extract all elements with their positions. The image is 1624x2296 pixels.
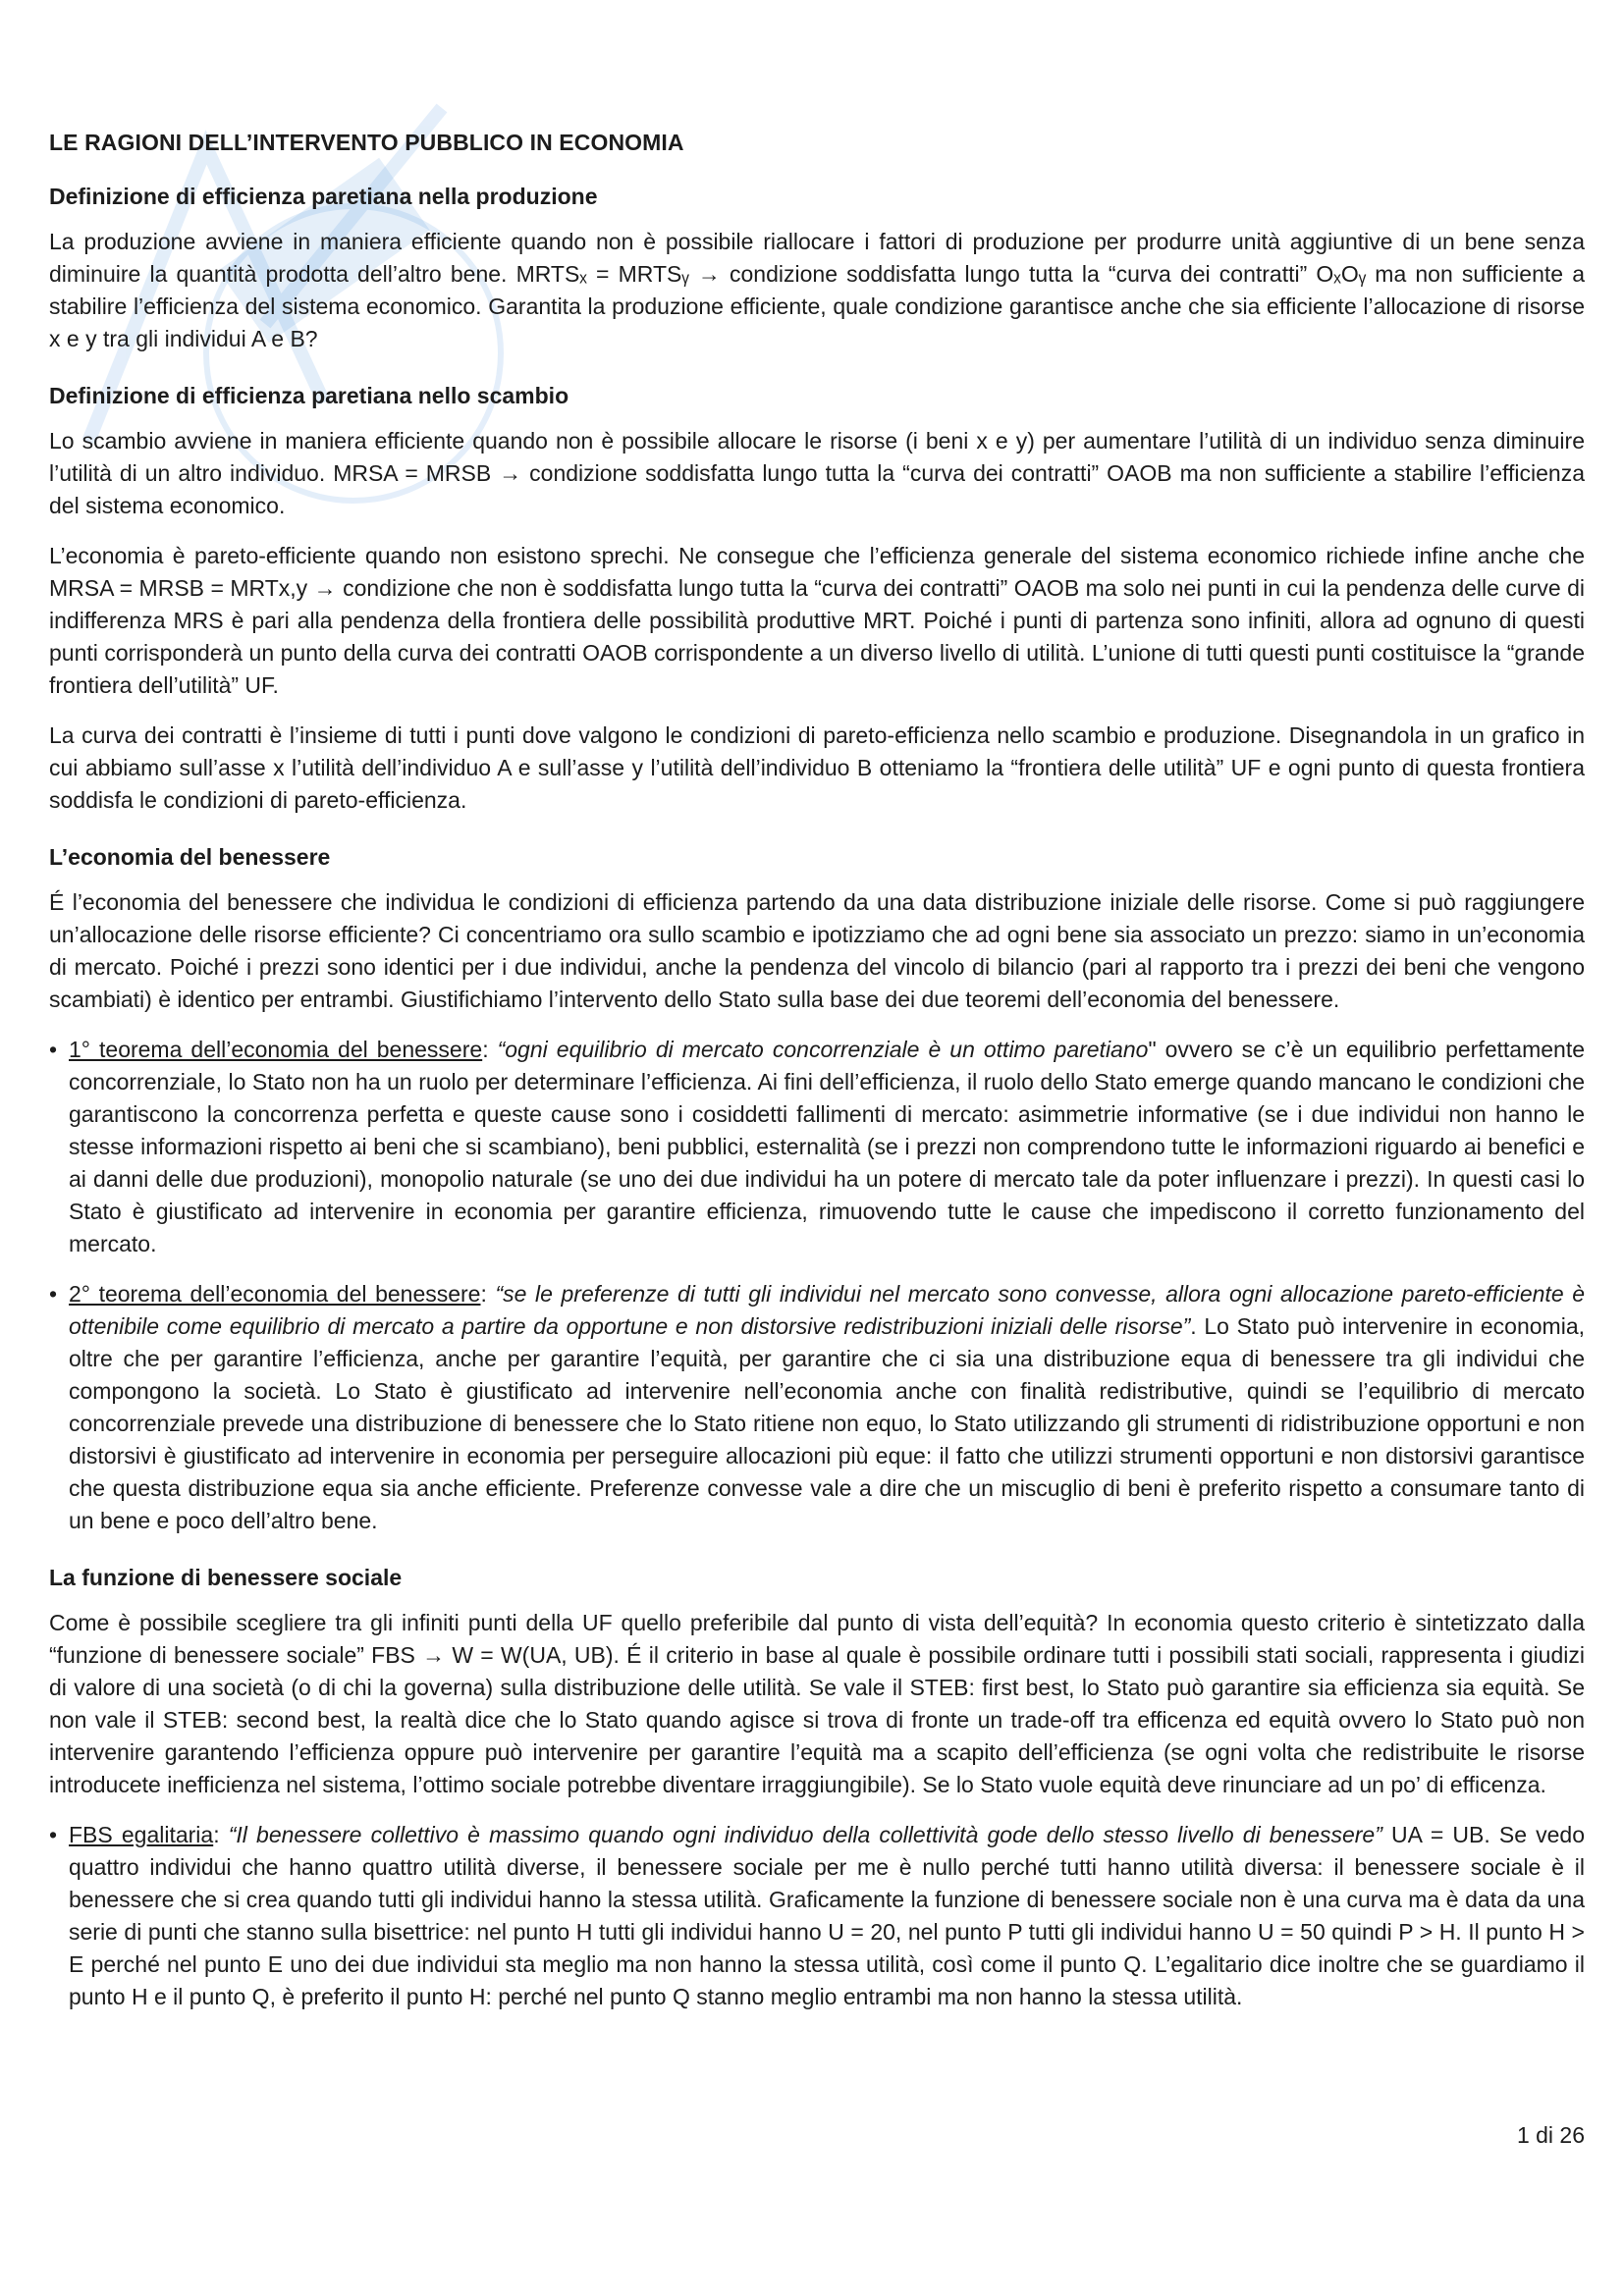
list-item: • 1° teorema dell’economia del benessere: “ogni equilibrio di mercato concorrenziale è un ottimo paretiano" ovvero se c’è un equilibrio perfettamente concorrenziale, lo Stato non ha un ruolo per determinare l’efficienza. Ai fini dell’efficienza, il ruolo dello Stato emerge quando mancano le condizioni che garantiscono la concorrenza perfetta e queste cause sono i cosiddetti fallimenti di mercato: asimmetrie informative (se i due individui non hanno le stesse informazioni rispetto ai beni che si scambiano), beni pubblici, esternalità (se i prezzi non comprendono tutte le informazioni riguardo ai benefici e ai danni delle due produzioni), monopolio naturale (se uno dei due individui ha un potere di mercato tale da poter influenzare i prezzi). In questi casi lo Stato è giustificato ad intervenire in economia per garantire efficienza, rimuovendo tutte le cause che impediscono il corretto funzionamento del mercato. [49, 1034, 1585, 1260]
paragraph: Lo scambio avviene in maniera efficiente quando non è possibile allocare le risorse (i beni x e y) per aumentare l’utilità di un individuo senza diminuire l’utilità di un altro individuo. MRSA = MRSB → condizione soddisfatta lungo tutta la “curva dei contratti” OAOB ma non sufficiente a stabilire l’efficienza del sistema economico. [49, 428, 1585, 518]
section-heading-exchange: Definizione di efficienza paretiana nello scambio [49, 383, 569, 408]
theorem-quote: “se le preferenze di tutti gli individui nel mercato sono convesse, allora ogni allocazione pareto-efficiente è ottenibile come equilibrio di mercato a partire da opportune e non distorsive redistribuzioni iniziali delle risorse” [69, 1281, 1586, 1339]
section-heading-social-welfare: La funzione di benessere sociale [49, 1565, 403, 1590]
theorem-text: . Lo Stato può intervenire in economia, oltre che per garantire l’efficienza, anche per garantire l’equità, per garantire che ci sia una distribuzione equa di benessere tra gli individui che compongono la società. Lo Stato è giustificato ad intervenire nell’economia anche con finalità redistributive, quindi se l’equilibrio di mercato concorrenziale prevede una distribuzione di benessere che lo Stato ritiene non equo, lo Stato utilizzando gli strumenti di ridistribuzione opportuni e non distorsivi è giustificato ad intervenire in economia per perseguire allocazioni più eque: il fatto che utilizzi strumenti opportuni e non distorsivi garantisce che questa distribuzione equa sia anche efficiente. Preferenze convesse vale a dire che un miscuglio di beni è preferito rispetto a consumare tanto di un bene e poco dell’altro bene. [69, 1313, 1586, 1533]
page-title: LE RAGIONI DELL’INTERVENTO PUBBLICO IN ECONOMIA [49, 130, 684, 155]
theorem-label: 2° teorema dell’economia del benessere [69, 1281, 481, 1307]
section-heading-production: Definizione di efficienza paretiana nella produzione [49, 184, 598, 209]
paragraph: La produzione avviene in maniera efficiente quando non è possibile riallocare i fattori di produzione per produrre unità aggiuntive di un bene senza diminuire la quantità prodotta dell’altro bene. MRTSₓ = MRTSᵧ → condizione soddisfatta lungo tutta la “curva dei contratti” OₓOᵧ ma non sufficiente a stabilire l’efficienza del sistema economico. Garantita la produzione efficiente, quale condizione garantisce anche che sia efficiente l’allocazione di risorse x e y tra gli individui A e B? [49, 229, 1585, 351]
fbs-list [49, 1819, 1585, 2013]
theorem-text: " ovvero se c’è un equilibrio perfettamente concorrenziale, lo Stato non ha un ruolo per determinare l’efficienza. Ai fini dell’efficienza, il ruolo dello Stato emerge quando mancano le condizioni che garantiscono la concorrenza perfetta e queste cause sono i cosiddetti fallimenti di mercato: asimmetrie informative (se i due individui non hanno le stesse informazioni rispetto ai beni che si scambiano), beni pubblici, esternalità (se i prezzi non comprendono tutte le informazioni riguardo ai benefici e ai danni delle due produzioni), monopolio naturale (se uno dei due individui ha un potere di mercato tale da poter influenzare i prezzi). In questi casi lo Stato è giustificato ad intervenire in economia per garantire efficienza, rimuovendo tutte le cause che impediscono il corretto funzionamento del mercato. [69, 1037, 1585, 1256]
list-item: • 2° teorema dell’economia del benessere: “se le preferenze di tutti gli individui nel mercato sono convesse, allora ogni allocazione pareto-efficiente è ottenibile come equilibrio di mercato a partire da opportune e non distorsive redistribuzioni iniziali delle risorse”. Lo Stato può intervenire in economia, oltre che per garantire l’efficienza, anche per garantire l’equità, per garantire che ci sia una distribuzione equa di benessere tra gli individui che compongono la società. Lo Stato è giustificato ad intervenire nell’economia anche con finalità redistributive, quindi se l’equilibrio di mercato concorrenziale prevede una distribuzione di benessere che lo Stato ritiene non equo, lo Stato utilizzando gli strumenti di ridistribuzione opportuni e non distorsivi è giustificato ad intervenire in economia per perseguire allocazioni più eque: il fatto che utilizzi strumenti opportuni e non distorsivi garantisce che questa distribuzione equa sia anche efficiente. Preferenze convesse vale a dire che un miscuglio di beni è preferito rispetto a consumare tanto di un bene e poco dell’altro bene. [49, 1278, 1585, 1537]
paragraph: Come è possibile scegliere tra gli infiniti punti della UF quello preferibile dal punto di vista dell’equità? In economia questo criterio è sintetizzato dalla “funzione di benessere sociale” FBS → W = W(UA, UB). É il criterio in base al quale è possibile ordinare tutti i possibili stati sociali, rappresenta i giudizi di valore di una società (o di chi la governa) sulla distribuzione delle utilità. Se vale il STEB: first best, lo Stato può garantire sia efficienza sia equità. Se non vale il STEB: second best, la realtà dice che lo Stato quando agisce si trova di fronte un trade-off tra efficenza ed equità ovvero lo Stato può non intervenire garantendo l’efficienza oppure può intervenire per garantire l’equità ma a scapito dell’efficienza (se ogni volta che redistribuite le risorse introducete inefficienza nel sistema, l’ottimo sociale potrebbe diventare irraggiungibile). Se lo Stato vuole equità deve rinunciare ad un po’ di efficenza. [49, 1610, 1585, 1797]
document-page [49, 130, 1585, 2031]
list-item: • FBS egalitaria: “Il benessere collettivo è massimo quando ogni individuo della collettività gode dello stesso livello di benessere” UA = UB. Se vedo quattro individui che hanno quattro utilità diverse, il benessere sociale per me è nullo perché tutti hanno utilità diversa: il benessere sociale è il benessere che si crea quando tutti gli individui hanno la stessa utilità. Graficamente la funzione di benessere sociale non è una curva ma è data da una serie di punti che stanno sulla bisettrice: nel punto H tutti gli individui hanno U = 20, nel punto P tutti gli individui hanno U = 50 quindi P > H. Il punto H > E perché nel punto E uno dei due individui sta meglio ma non hanno la stessa utilità, così come il punto Q. L’egalitario dice inoltre che se guardiamo il punto H e il punto Q, è preferito il punto H: perché nel punto Q stanno meglio entrambi ma non hanno la stessa utilità. [49, 1819, 1585, 2013]
theorem-quote: “ogni equilibrio di mercato concorrenziale è un ottimo paretiano [497, 1037, 1149, 1062]
theorem-label: 1° teorema dell’economia del benessere [69, 1037, 483, 1062]
section-heading-welfare-economics: L’economia del benessere [49, 844, 331, 870]
fbs-label: FBS egalitaria [69, 1822, 214, 1847]
page-number: 1 di 26 [1516, 2122, 1585, 2148]
paragraph: L’economia è pareto-efficiente quando non esistono sprechi. Ne consegue che l’efficienza generale del sistema economico richiede infine anche che MRSA = MRSB = MRTx,y → condizione che non è soddisfatta lungo tutta la “curva dei contratti” OAOB ma solo nei punti in cui la pendenza delle curve di indifferenza MRS è pari alla pendenza della frontiera delle possibilità produttive MRT. Poiché i punti di partenza sono infiniti, allora ad ognuno di questi punti corrisponderà un punto della curva dei contratti OAOB corrispondente a un diverso livello di utilità. L’unione di tutti questi punti costituisce la “grande frontiera dell’utilità” UF. [49, 543, 1585, 698]
fbs-quote: “Il benessere collettivo è massimo quando ogni individuo della collettività gode dello stesso livello di benessere” [228, 1822, 1382, 1847]
fbs-text: UA = UB. Se vedo quattro individui che hanno quattro utilità diverse, il benessere sociale per me è nullo perché tutti hanno utilità diversa: il benessere sociale è il benessere che si crea quando tutti gli individui hanno la stessa utilità. Graficamente la funzione di benessere sociale non è una curva ma è data da una serie di punti che stanno sulla bisettrice: nel punto H tutti gli individui hanno U = 20, nel punto P tutti gli individui hanno U = 50 quindi P > H. Il punto H > E perché nel punto E uno dei due individui sta meglio ma non hanno la stessa utilità, così come il punto Q. L’egalitario dice inoltre che se guardiamo il punto H e il punto Q, è preferito il punto H: perché nel punto Q stanno meglio entrambi ma non hanno la stessa utilità. [69, 1822, 1586, 2009]
theorem-list [49, 1034, 1585, 1537]
paragraph: É l’economia del benessere che individua le condizioni di efficienza partendo da una data distribuzione iniziale delle risorse. Come si può raggiungere un’allocazione delle risorse efficiente? Ci concentriamo ora sullo scambio e ipotizziamo che ad ogni bene sia associato un prezzo: siamo in un’economia di mercato. Poiché i prezzi sono identici per i due individui, anche la pendenza del vincolo di bilancio (pari al rapporto tra i prezzi dei beni che vengono scambiati) è identico per entrambi. Giustifichiamo l’intervento dello Stato sulla base dei due teoremi dell’economia del benessere. [49, 889, 1585, 1012]
paragraph: La curva dei contratti è l’insieme di tutti i punti dove valgono le condizioni di pareto-efficienza nello scambio e produzione. Disegnandola in un grafico in cui abbiamo sull’asse x l’utilità dell’individuo A e sull’asse y l’utilità dell’individuo B otteniamo la “frontiera delle utilità” UF e ogni punto di questa frontiera soddisfa le condizioni di pareto-efficienza. [49, 722, 1585, 813]
